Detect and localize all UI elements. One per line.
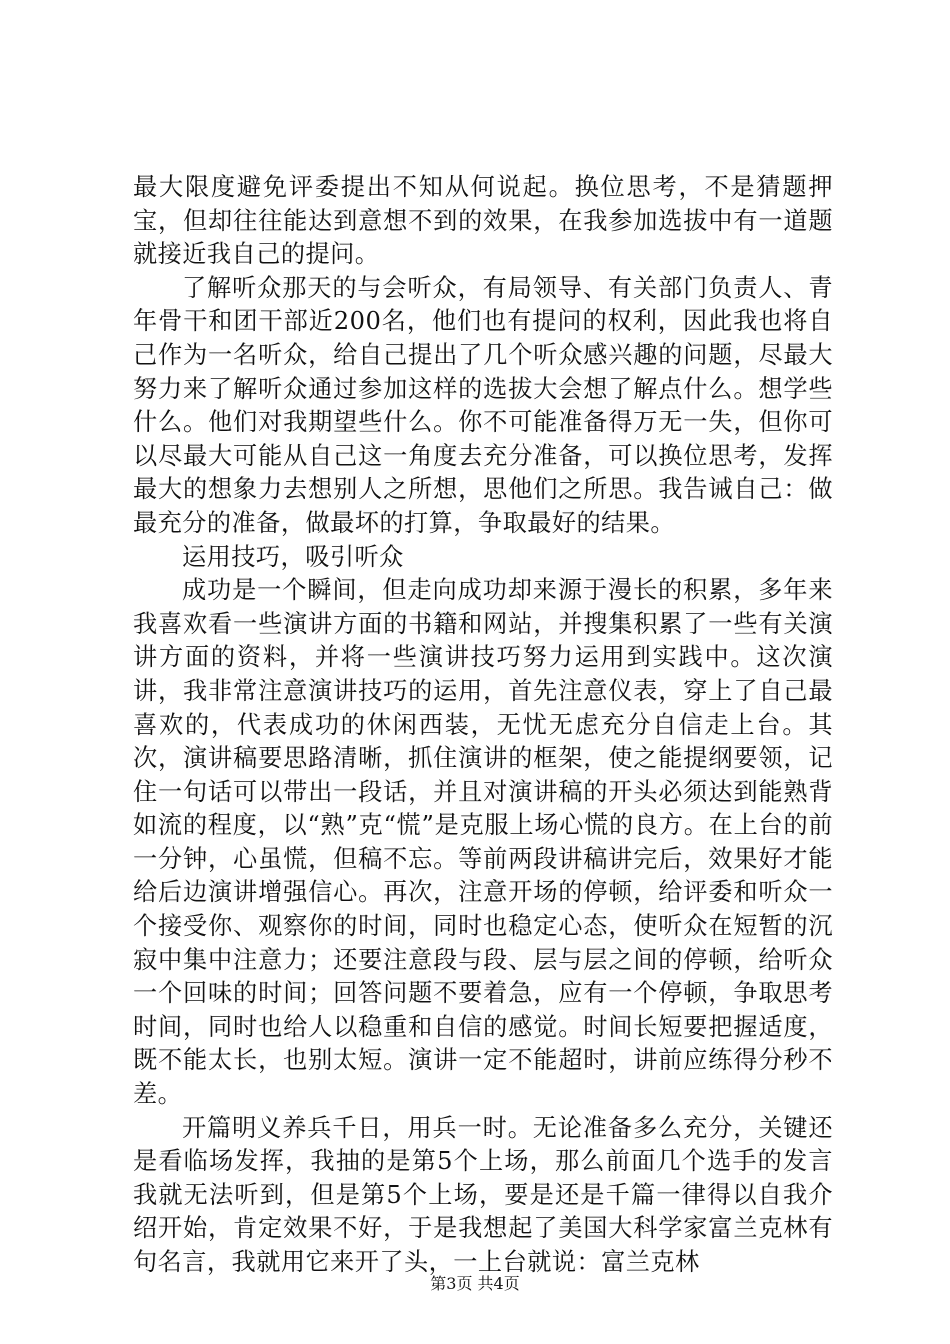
paragraph-2: 了解听众那天的与会听众，有局领导、有关部门负责人、青年骨干和团干部近200名，他们也有提问的权利，因此我也将自己作为一名听众，给自己提出了几个听众感兴趣的问题，尽最大努力来了解听众通过参加这样的选拔大会想了解点什么。想学些什么。他们对我期望些什么。你不可能准备得万无一失，但你可以尽最大可能从自己这一角度去充分准备，可以换位思考，发挥最大的想象力去想别人之所想，思他们之所思。我告诫自己：做最充分的准备，做最坏的打算，争取最好的结果。: [133, 273, 833, 537]
document-body: [133, 171, 833, 1280]
paragraph-1: 最大限度避免评委提出不知从何说起。换位思考，不是猜题押宝，但却往往能达到意想不到的效果，在我参加选拔中有一道题就接近我自己的提问。: [133, 173, 833, 269]
page-footer: [0, 1274, 950, 1294]
paragraph-3: 成功是一个瞬间，但走向成功却来源于漫长的积累，多年来我喜欢看一些演讲方面的书籍和网站，并搜集积累了一些有关演讲方面的资料，并将一些演讲技巧努力运用到实践中。这次演讲，我非常注意演讲技巧的运用，首先注意仪表，穿上了自己最喜欢的，代表成功的休闲西装，无忧无虑充分自信走上台。其次，演讲稿要思路清晰，抓住演讲的框架，使之能提纲要领，记住一句话可以带出一段话，并且对演讲稿的开头必须达到能熟背如流的程度，以“熟”克“慌”是克服上场心慌的良方。在上台的前一分钟，心虽慌，但稿不忘。等前两段讲稿讲完后，效果好才能给后边演讲增强信心。再次，注意开场的停顿，给评委和听众一个接受你、观察你的时间，同时也稳定心态，使听众在短暂的沉寂中集中注意力；还要注意段与段、层与层之间的停顿，给听众一个回味的时间；回答问题不要着急，应有一个停顿，争取思考时间，同时也给人以稳重和自信的感觉。时间长短要把握适度，既不能太长，也别太短。演讲一定不能超时，讲前应练得分秒不差。: [133, 576, 833, 1109]
paragraph-4: 开篇明义养兵千日，用兵一时。无论准备多么充分，关键还是看临场发挥，我抽的是第5个上场，那么前面几个选手的发言我就无法听到，但是第5个上场，要是还是千篇一律得以自我介绍开始，肯定效果不好，于是我想起了美国大科学家富兰克林有句名言，我就用它来开了头，一上台就说：富兰克林: [133, 1113, 833, 1276]
section-heading: 运用技巧，吸引听众: [182, 542, 404, 571]
page-number: 第3页 共4页: [430, 1274, 520, 1293]
